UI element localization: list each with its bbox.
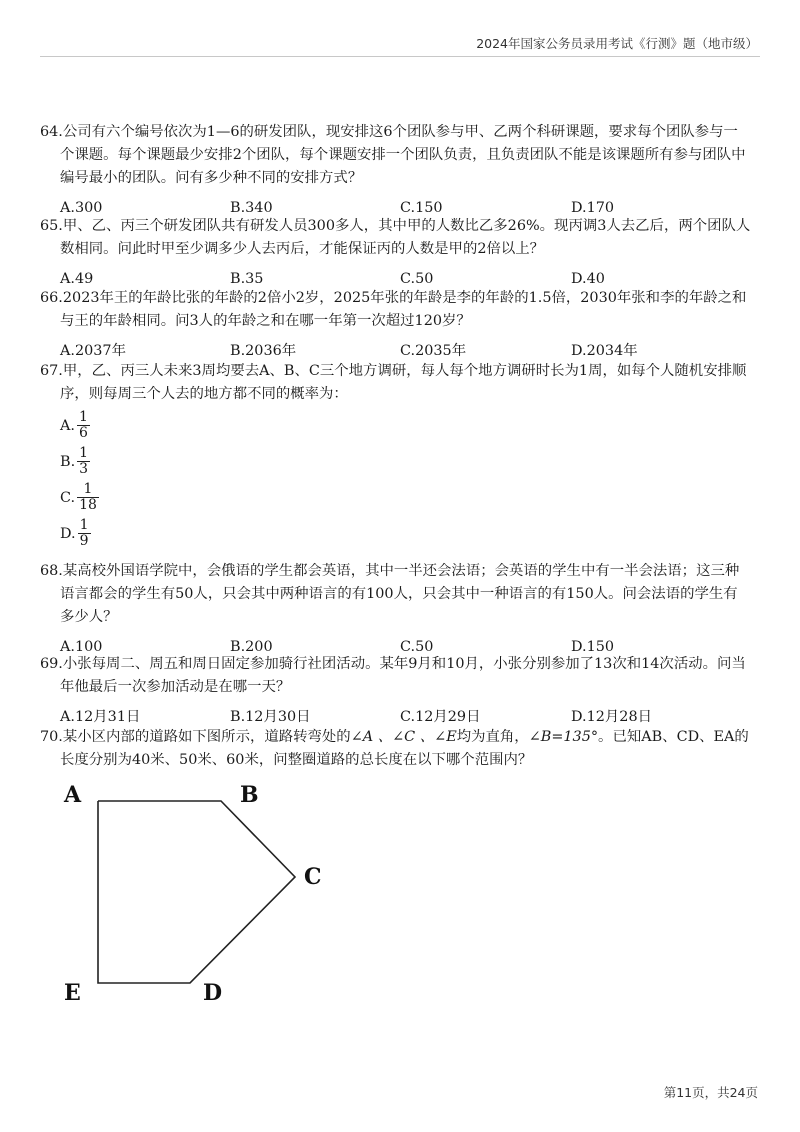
option-label: A. <box>60 417 75 434</box>
road-diagram-svg <box>58 776 348 1008</box>
option-b[interactable]: B.2036年 <box>230 343 297 359</box>
fraction <box>77 482 99 513</box>
option-d[interactable] <box>60 518 91 549</box>
angle-notation: ∠A 、∠C 、∠E <box>350 729 457 745</box>
option-c[interactable]: C.150 <box>400 200 443 216</box>
header-divider <box>40 56 760 57</box>
fraction <box>77 410 90 441</box>
question-stem: 67.甲，乙、丙三人未来3周均要去A、B、C三个地方调研，每人每个地方调研时长为1周，如每个人随机安排顺序，则每周三个人去的地方都不同的概率为： <box>40 363 747 402</box>
denominator: 18 <box>79 497 97 513</box>
stem-part: 。已知AB、CD、EA的长度分别为40米、50米、60米，问整圈道路的总长度在以下哪个范围内？ <box>60 729 749 768</box>
page-header: 2024年国家公务员录用考试《行测》题（地市级） <box>476 36 758 51</box>
vertex-label-a: A <box>64 782 82 808</box>
option-b[interactable]: B.200 <box>230 639 273 655</box>
option-d[interactable]: D.170 <box>571 200 615 216</box>
question-stem: 69.小张每周二、周五和周日固定参加骑行社团活动。某年9月和10月，小张分别参加了13次和14次活动。问当年他最后一次参加活动是在哪一天？ <box>40 656 746 695</box>
option-b[interactable]: B.35 <box>230 271 264 287</box>
question-stem: 66.2023年王的年龄比张的年龄的2倍小2岁，2025年张的年龄是李的年龄的1.5倍，2030年张和李的年龄之和与王的年龄相同。问3人的年龄之和在哪一年第一次超过120岁？ <box>40 290 747 329</box>
question-65 <box>40 215 752 291</box>
page-footer: 第11页，共24页 <box>663 1085 758 1100</box>
option-c[interactable]: C.50 <box>400 639 434 655</box>
question-stem: 65.甲、乙、丙三个研发团队共有研发人员300多人，其中甲的人数比乙多26%。现丙调3人去乙后，两个团队人数相同。问此时甲至少调多少人去丙后，才能保证丙的人数是甲的2倍以上？ <box>40 218 751 257</box>
vertex-label-d: D <box>203 980 223 1006</box>
option-label: D. <box>60 525 76 542</box>
option-label: C. <box>60 489 76 506</box>
numerator: 1 <box>79 445 89 461</box>
question-68 <box>40 560 752 659</box>
option-a[interactable]: A.300 <box>60 200 103 216</box>
numerator: 1 <box>78 409 88 425</box>
option-a[interactable]: A.12月31日 <box>60 709 141 725</box>
numerator: 1 <box>79 517 89 533</box>
option-c[interactable]: C.2035年 <box>400 343 467 359</box>
vertex-label-c: C <box>304 864 322 890</box>
option-c[interactable] <box>60 482 99 513</box>
question-70 <box>40 726 752 772</box>
question-stem <box>40 726 752 772</box>
option-b[interactable]: B.340 <box>230 200 273 216</box>
road-diagram <box>58 776 348 1008</box>
vertex-label-b: B <box>240 782 259 808</box>
denominator: 6 <box>78 425 88 441</box>
option-d[interactable]: D.150 <box>571 639 615 655</box>
numerator: 1 <box>83 481 93 497</box>
option-a[interactable] <box>60 410 90 441</box>
option-c[interactable]: C.12月29日 <box>400 709 481 725</box>
option-a[interactable]: A.2037年 <box>60 343 126 359</box>
option-d[interactable]: D.40 <box>571 271 605 287</box>
question-stem: 68.某高校外国语学院中，会俄语的学生都会英语，其中一半还会法语；会英语的学生中有一半会法语；这三种语言都会的学生有50人，只会其中两种语言的有100人，只会其中一种语言的有150人。问会法语的学生有多少人？ <box>40 563 740 625</box>
option-b[interactable] <box>60 446 90 477</box>
option-d[interactable]: D.12月28日 <box>571 709 653 725</box>
question-69 <box>40 653 752 729</box>
question-67 <box>40 360 752 406</box>
denominator: 9 <box>79 533 89 549</box>
fraction <box>78 518 91 549</box>
option-c[interactable]: C.50 <box>400 271 434 287</box>
option-d[interactable]: D.2034年 <box>571 343 638 359</box>
option-b[interactable]: B.12月30日 <box>230 709 311 725</box>
option-label: B. <box>60 453 76 470</box>
question-64 <box>40 121 752 220</box>
option-a[interactable]: A.100 <box>60 639 103 655</box>
option-a[interactable]: A.49 <box>60 271 94 287</box>
vertex-label-e: E <box>64 980 81 1006</box>
question-66 <box>40 287 752 363</box>
road-outline <box>98 801 295 983</box>
stem-part: 70.某小区内部的道路如下图所示，道路转弯处的 <box>40 729 351 745</box>
angle-b-notation: ∠B=135° <box>528 729 599 745</box>
stem-part: 均为直角， <box>456 729 529 745</box>
denominator: 3 <box>79 461 89 477</box>
fraction <box>77 446 90 477</box>
question-stem: 64.公司有六个编号依次为1—6的研发团队，现安排这6个团队参与甲、乙两个科研课题，要求每个团队参与一个课题。每个课题最少安排2个团队，每个课题安排一个团队负责，且负责团队不能是该课题所有参与团队中编号最小的团队。问有多少种不同的安排方式？ <box>40 124 746 186</box>
